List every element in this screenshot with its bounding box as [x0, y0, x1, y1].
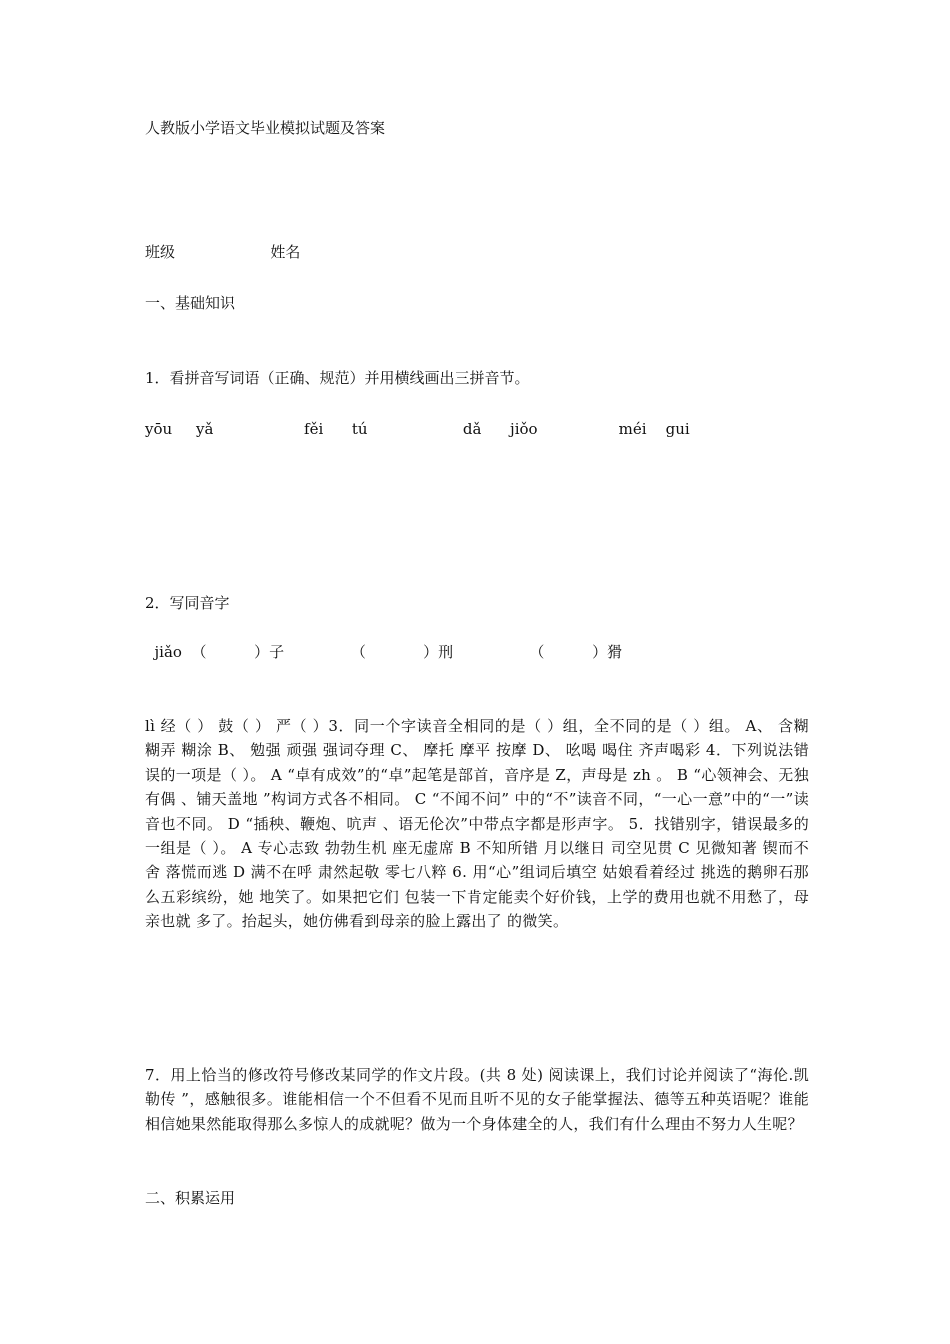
question-2-jiao-row: jiǎo （ ）子 （ ）刑 （ ）猾: [145, 643, 623, 661]
class-name-line: 班级 姓名: [145, 243, 301, 261]
question-1: 1．看拼音写词语（正确、规范）并用横线画出三拼音节。: [145, 369, 530, 387]
document-title: 人教版小学语文毕业模拟试题及答案: [145, 119, 386, 137]
section-2-heading: 二、积累运用: [145, 1189, 236, 1207]
question-1-pinyin: yōu yǎ fěi tú dǎ jiǒo méi gui: [145, 420, 690, 438]
questions-2-to-6-paragraph: lì 经（ ） 鼓（ ） 严（ ）3．同一个字读音全相同的是（ ）组，全不同的是（ ）组。 A、 含糊 糊弄 糊涂 B、 勉强 顽强 强词夺理 C、 摩托 摩平 按摩 D、 吆喝 喝住 齐声喝彩 4．下列说法错误的一项是（ ）。 A “卓有成效”的“卓”起笔是部首，音序是 Z，声母是 zh 。 B “心领神会、无独有偶 、铺天盖地 ”构词方式各不相同。 C “不闻不问” 中的“不”读音不同，“一心一意”中的“一”读音也不同。 D “插秧、鞭炮、吭声 、语无伦次”中带点字都是形声字。 5．找错别字，错误最多的一组是（ ）。 A 专心志致 勃勃生机 座无虚席 B 不知所错 月以继日 司空见贯 C 见微知著 锲而不舍 落慌而逃 D 满不在呼 肃然起敬 零七八粹 6. 用“心”组词后填空 姑娘看着经过 挑选的鹅卵石那么五彩缤纷，她 地笑了。如果把它们 包装一下肯定能卖个好价钱，上学的费用也就不用愁了，母亲也就 多了。抬起头，她仿佛看到母亲的脸上露出了 的微笑。: [145, 717, 809, 931]
question-7-paragraph: 7．用上恰当的修改符号修改某同学的作文片段。(共 8 处) 阅读课上，我们讨论并阅读了“海伦.凯勒传 ”，感触很多。谁能相信一个不但看不见而且听不见的女子能掌握法、德等五种英语呢？谁能相信她果然能取得那么多惊人的成就呢？做为一个身体建全的人，我们有什么理由不努力人生呢？: [145, 1066, 809, 1133]
section-1-heading: 一、基础知识: [145, 294, 236, 312]
question-2: 2．写同音字: [145, 594, 230, 612]
